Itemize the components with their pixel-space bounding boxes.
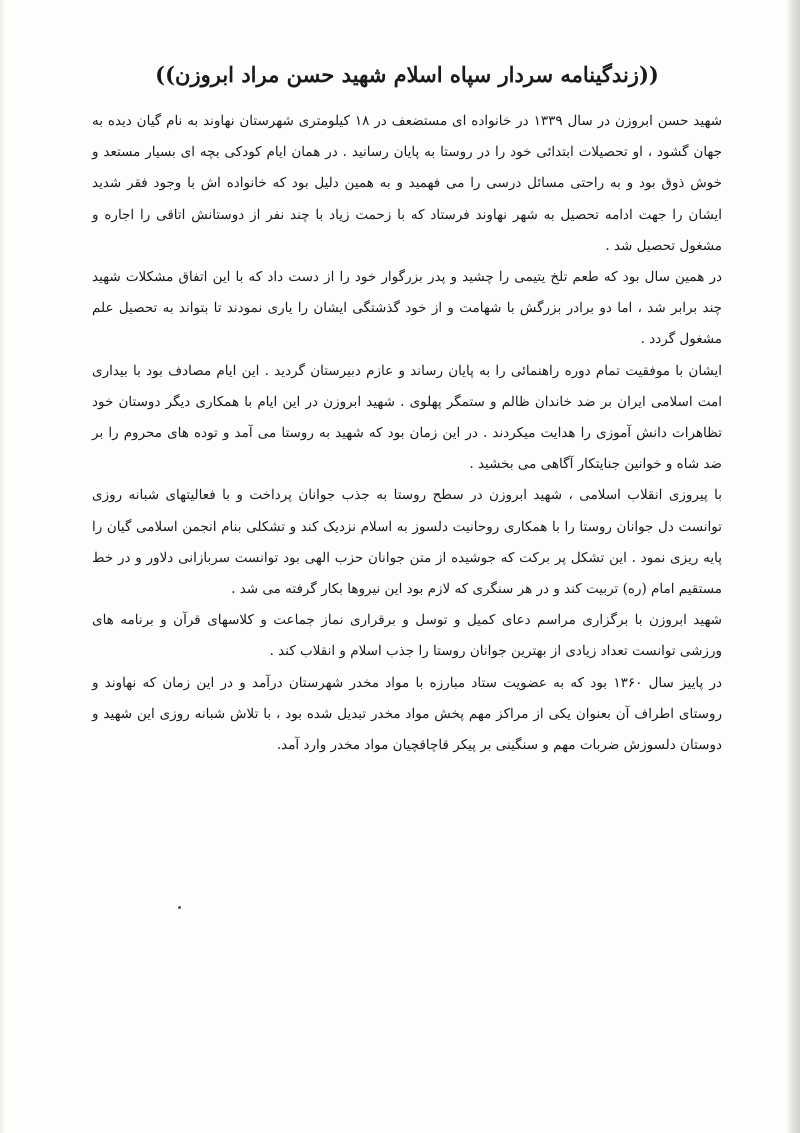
scan-edge-right — [786, 0, 800, 1133]
document-title: ((زندگینامه سردار سپاه اسلام شهید حسن مراد ابروزن)) — [155, 62, 659, 87]
paragraph-high-school: ایشان با موفقیت تمام دوره راهنمائی را به پایان رساند و عازم دبیرستان گردید . این ایام مصادف بود با بیداری امت اسلامی ایران بر ضد خاندان ظالم و ستمگر پهلوی . شهید ابروزن در این ایام با همکاری دیگر دوستان خود تظاهرات دانش آموزی را هدایت میکردند . در این زمان بود که شهید به روستا می آمد و توده های محروم را بر ضد شاه و خوانین جنایتکار آگاهی می بخشید . — [92, 362, 722, 473]
paragraph-birth: شهید حسن ابروزن در سال ۱۳۳۹ در خانواده ای مستضعف در ۱۸ کیلومتری شهرستان نهاوند به نام گیان دیده به جهان گشود ، او تحصیلات ابتدائی خود را در روستا به پایان رسانید . در همان ایام کودکی بچه ای بسیار مستعد و خوش ذوق بود و به راحتی مسائل درسی را می فهمید و به همین دلیل بود که خانواده اش با وجود فقر شدید ایشان را جهت ادامه تحصیل به شهر نهاوند فرستاد که با زحمت زیاد با چند نفر از دوستانش اتاقی را اجاره و مشغول تحصیل شد . — [92, 113, 722, 254]
paragraph-revolution: با پیروزی انقلاب اسلامی ، شهید ابروزن در سطح روستا به جذب جوانان پرداخت و با فعالیتهای شبانه روزی توانست دل جوانان روستا را با همکاری روحانیت دلسوز به اسلام نزدیک کند و تشکلی بنام انجمن اسلامی گیان را پایه ریزی نمود . این تشکل پر برکت که جوشیده از متن جوانان حزب الهی بود توانست سربازانی دلاور و در خط مستقیم امام (ره) تربیت کند و در هر سنگری که لازم بود این نیروها بکار گرفته می شد . — [92, 487, 722, 598]
scan-edge-left — [0, 0, 6, 1133]
paragraph-religious-activities: شهید ابروزن با برگزاری مراسم دعای کمیل و توسل و برقراری نماز جماعت و کلاسهای قرآن و برنامه های ورزشی توانست تعداد زیادی از بهترین جوانان روستا را جذب اسلام و انقلاب کند . — [92, 612, 722, 660]
paragraph-anti-narcotics: در پاییز سال ۱۳۶۰ بود که به عضویت ستاد مبارزه با مواد مخدر شهرستان درآمد و در این زمان که نهاوند و روستای اطراف آن بعنوان یکی از مراکز مهم پخش مواد مخدر تبدیل شده بود ، با تلاش شبانه روزی این شهید و دوستان دلسوزش ضربات مهم و سنگینی بر پیکر قاچاقچیان مواد مخدر وارد آمد. — [92, 674, 722, 754]
scan-speck — [178, 906, 181, 909]
paragraph-orphanhood: در همین سال بود که طعم تلخ یتیمی را چشید و پدر بزرگوار خود را از دست داد که با این اتفاق مشکلات شهید چند برابر شد ، اما دو برادر بزرگش با شهامت و از خود گذشتگی ایشان را یاری نمودند تا بتواند به تحصیل علم مشغول گردد . — [92, 269, 722, 348]
biography-document — [92, 58, 722, 761]
